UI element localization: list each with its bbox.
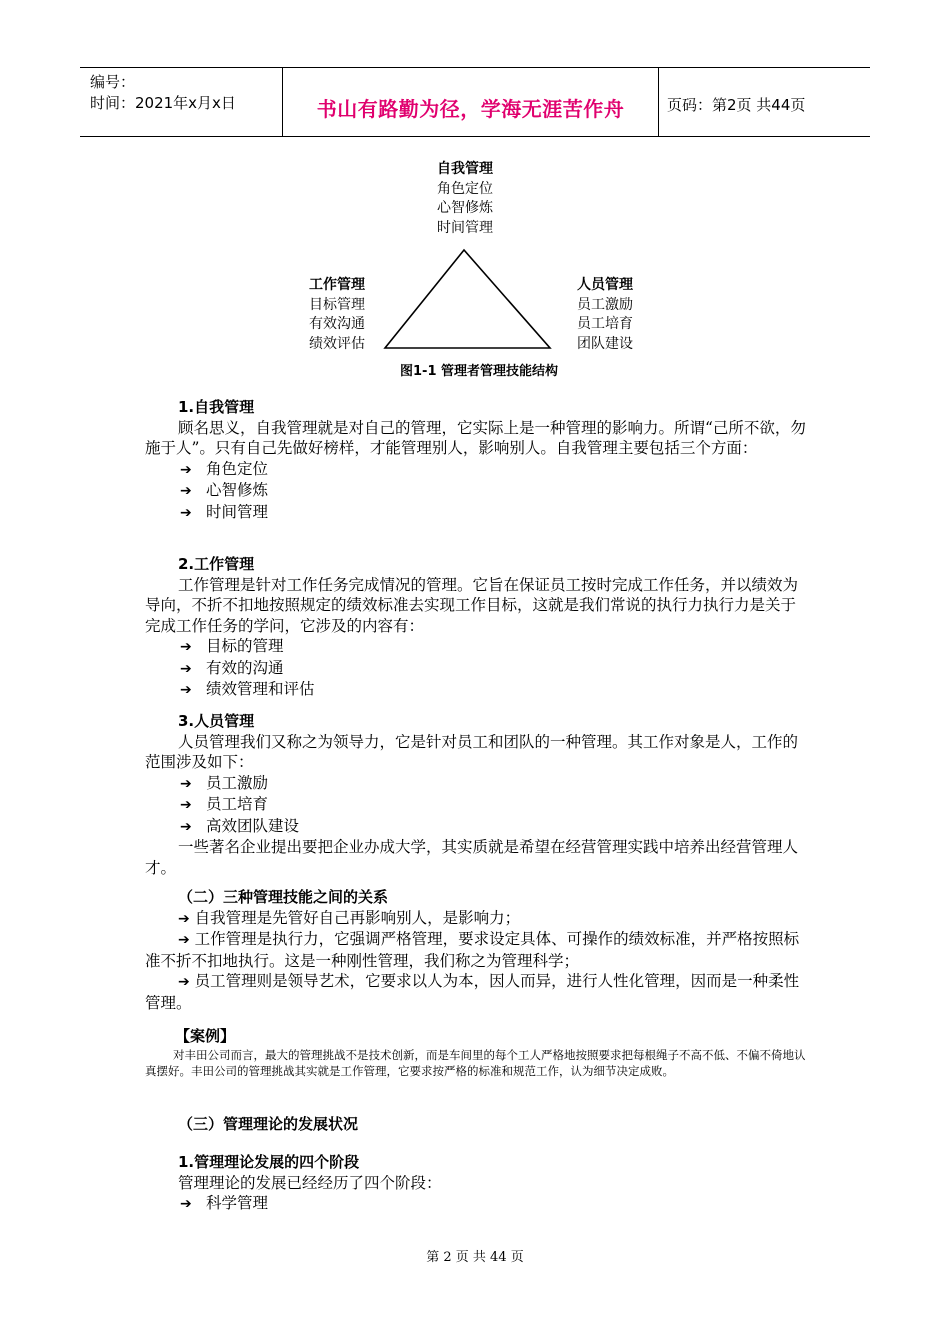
arrow-icon: ➔ [180, 461, 192, 478]
list-item: ➔ 心智修炼 [145, 480, 810, 502]
list-item: ➔ 绩效管理和评估 [145, 679, 810, 701]
section-work-management [145, 554, 810, 701]
list-item: ➔ 工作管理是执行力，它强调严格管理，要求设定具体、可操作的绩效标准，并严格按照标准不折不扣地执行。这是一种刚性管理，我们称之为管理科学； [145, 930, 800, 970]
arrow-icon: ➔ [180, 639, 192, 655]
list-item: ➔ 员工激励 [145, 773, 810, 795]
arrow-icon: ➔ [180, 797, 192, 813]
section-paragraph: 顾名思义，自我管理就是对自己的管理，它实际上是一种管理的影响力。所谓“己所不欲，勿施于人”。只有自己先做好榜样，才能管理别人，影响别人。自我管理主要包括三个方面： [145, 418, 806, 457]
section-heading: 2.工作管理 [178, 555, 255, 573]
diagram-caption: 图1-1 管理者管理技能结构 [400, 364, 559, 379]
header-motto-cell [283, 68, 659, 136]
header-page-cell [659, 68, 870, 136]
diagram-node-title: 人员管理 [577, 277, 633, 293]
diagram-node-work [309, 276, 365, 354]
arrow-icon: ➔ [180, 682, 192, 698]
diagram-node-title: 工作管理 [309, 277, 365, 293]
section-theory [145, 1114, 810, 1135]
list-item: ➔ 高效团队建设 [145, 816, 810, 838]
diagram-node-item: 员工激励 [577, 296, 633, 313]
section-theory-stages [145, 1152, 810, 1215]
arrow-icon: ➔ [180, 504, 192, 521]
list-item: ➔ 员工培育 [145, 794, 810, 816]
section-paragraph: 人员管理我们又称之为领导力，它是针对员工和团队的一种管理。其工作对象是人，工作的范围涉及如下： [145, 732, 799, 771]
section-self-management [145, 397, 810, 523]
arrow-icon: ➔ [180, 483, 192, 499]
list-item: ➔ 科学管理 [145, 1193, 810, 1215]
diagram-node-self [437, 160, 493, 238]
arrow-icon: ➔ [178, 974, 195, 990]
header-page-number: 页码：第2页 共44页 [667, 96, 806, 114]
section-paragraph: 工作管理是针对工作任务完成情况的管理。它旨在保证员工按时完成工作任务，并以绩效为导向，不折不扣地按照规定的绩效标准去实现工作目标，这就是我们常说的执行力执行力是关于完成工作任务的学问，它涉及的内容有： [145, 575, 799, 635]
arrow-icon: ➔ [178, 910, 195, 927]
diagram-node-item: 员工培育 [577, 316, 633, 332]
list-item: ➔ 目标的管理 [145, 636, 810, 658]
list-item: ➔ 员工管理则是领导艺术，它要求以人为本，因人而异，进行人性化管理，因而是一种柔性管理。 [145, 972, 800, 1012]
diagram-node-item: 时间管理 [437, 219, 493, 236]
section-people-management [145, 711, 810, 878]
section-heading: 3.人员管理 [178, 712, 255, 730]
diagram-node-item: 目标管理 [309, 296, 365, 313]
section-subheading: 1.管理理论发展的四个阶段 [178, 1153, 360, 1171]
document-time-label: 时间：2021年x月x日 [90, 94, 236, 112]
section-skills-relation [145, 887, 810, 1013]
triangle-shape [385, 250, 550, 348]
diagram-node-item: 心智修炼 [437, 200, 493, 216]
list-item: ➔ 时间管理 [145, 502, 810, 524]
arrow-icon: ➔ [180, 1196, 192, 1212]
arrow-icon: ➔ [178, 932, 195, 948]
page-header [80, 67, 870, 137]
case-heading: 【案例】 [175, 1027, 236, 1045]
arrow-icon: ➔ [180, 660, 192, 677]
header-meta-cell [80, 68, 283, 136]
diagram-node-item: 团队建设 [577, 335, 633, 352]
page-footer: 第 2 页 共 44 页 [426, 1250, 524, 1265]
arrow-icon: ➔ [180, 818, 192, 835]
document-number-label: 编号： [90, 73, 136, 91]
arrow-icon: ➔ [180, 775, 192, 792]
diagram-node-title: 自我管理 [437, 161, 493, 177]
list-item: ➔ 自我管理是先管好自己再影响别人，是影响力； [178, 908, 521, 927]
diagram-node-item: 绩效评估 [309, 335, 365, 352]
section-paragraph: 管理理论的发展已经经历了四个阶段： [178, 1173, 442, 1192]
section-paragraph: 一些著名企业提出要把企业办成大学，其实质就是希望在经营管理实践中培养出经营管理人才。 [145, 838, 799, 877]
header-motto: 书山有路勤为径，学海无涯苦作舟 [316, 97, 625, 121]
diagram-node-item: 有效沟通 [309, 316, 365, 332]
diagram-node-item: 角色定位 [437, 180, 493, 197]
list-item: ➔ 有效的沟通 [145, 658, 810, 680]
list-item: ➔ 角色定位 [145, 459, 810, 481]
case-block [145, 1026, 810, 1080]
diagram-node-people [577, 276, 633, 354]
section-heading: 1.自我管理 [178, 398, 255, 416]
section-heading: （三）管理理论的发展状况 [178, 1115, 359, 1133]
case-text: 对丰田公司而言，最大的管理挑战不是技术创新，而是车间里的每个工人严格地按照要求把每根绳子不高不低、不偏不倚地认真摆好。丰田公司的管理挑战其实就是工作管理，它要求按严格的标准和规范工作，认为细节决定成败。 [145, 1047, 806, 1078]
section-heading: （二）三种管理技能之间的关系 [178, 888, 389, 906]
